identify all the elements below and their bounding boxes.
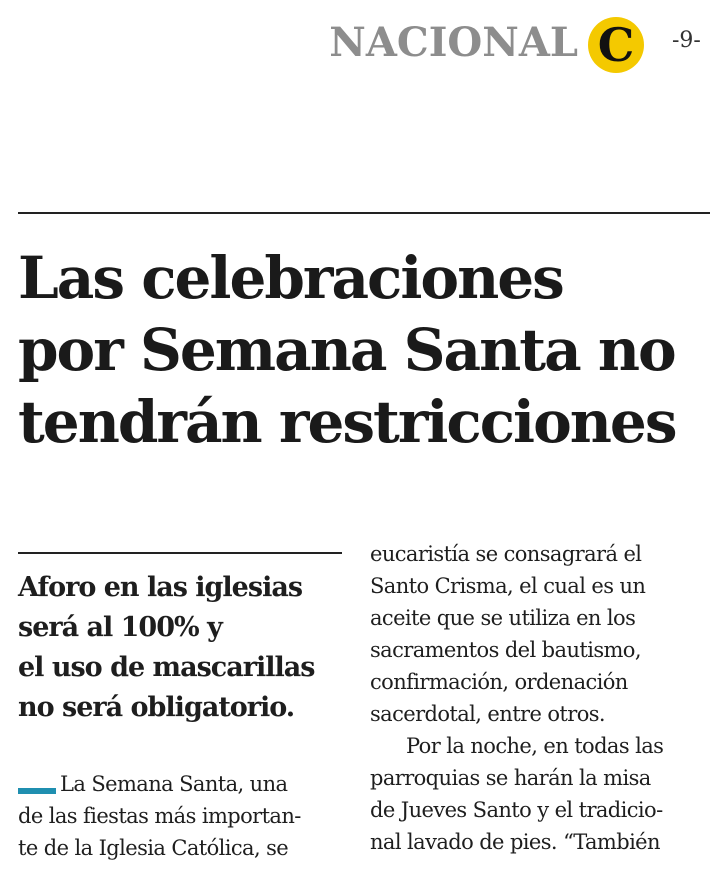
body-line: de Jueves Santo y el tradicio-: [370, 798, 663, 822]
subhead-divider: [18, 552, 342, 554]
body-line: sacramentos del bautismo,: [370, 638, 641, 662]
body-column-right: [370, 538, 715, 858]
subhead-line: Aforo en las iglesias: [18, 572, 303, 603]
body-line: parroquias se harán la misa: [370, 766, 651, 790]
body-line: confirmación, ordenación: [370, 670, 628, 694]
body-paragraph: [370, 538, 715, 730]
top-divider: [18, 212, 710, 214]
body-line: Por la noche, en todas las: [406, 734, 664, 758]
page-number: -9-: [672, 28, 701, 53]
body-line: de las fiestas más importan-: [18, 804, 301, 828]
body-line: Santo Crisma, el cual es un: [370, 574, 646, 598]
body-line: sacerdotal, entre otros.: [370, 702, 605, 726]
body-line: aceite que se utiliza en los: [370, 606, 636, 630]
body-line: nal lavado de pies. “También: [370, 830, 660, 854]
body-line: te de la Iglesia Católica, se: [18, 836, 289, 860]
body-column-left: [18, 768, 348, 864]
body-paragraph: [370, 730, 715, 858]
subhead-line: el uso de mascarillas: [18, 652, 315, 683]
headline-line: por Semana Santa no: [18, 316, 675, 384]
newspaper-logo-icon: [588, 17, 644, 73]
body-paragraph: [18, 768, 348, 864]
subhead-line: será al 100% y: [18, 612, 222, 643]
section-title: NACIONAL: [329, 19, 578, 66]
subhead-line: no será obligatorio.: [18, 692, 295, 723]
lead-marker: [18, 788, 56, 794]
page-header: [0, 14, 720, 70]
article-subhead: [18, 568, 348, 728]
body-line: La Semana Santa, una: [60, 772, 288, 796]
headline-line: tendrán restricciones: [18, 388, 676, 456]
headline-line: Las celebraciones: [18, 244, 563, 312]
logo-letter: C: [597, 18, 635, 72]
article-headline: [18, 242, 718, 458]
body-line: eucaristía se consagrará el: [370, 542, 642, 566]
